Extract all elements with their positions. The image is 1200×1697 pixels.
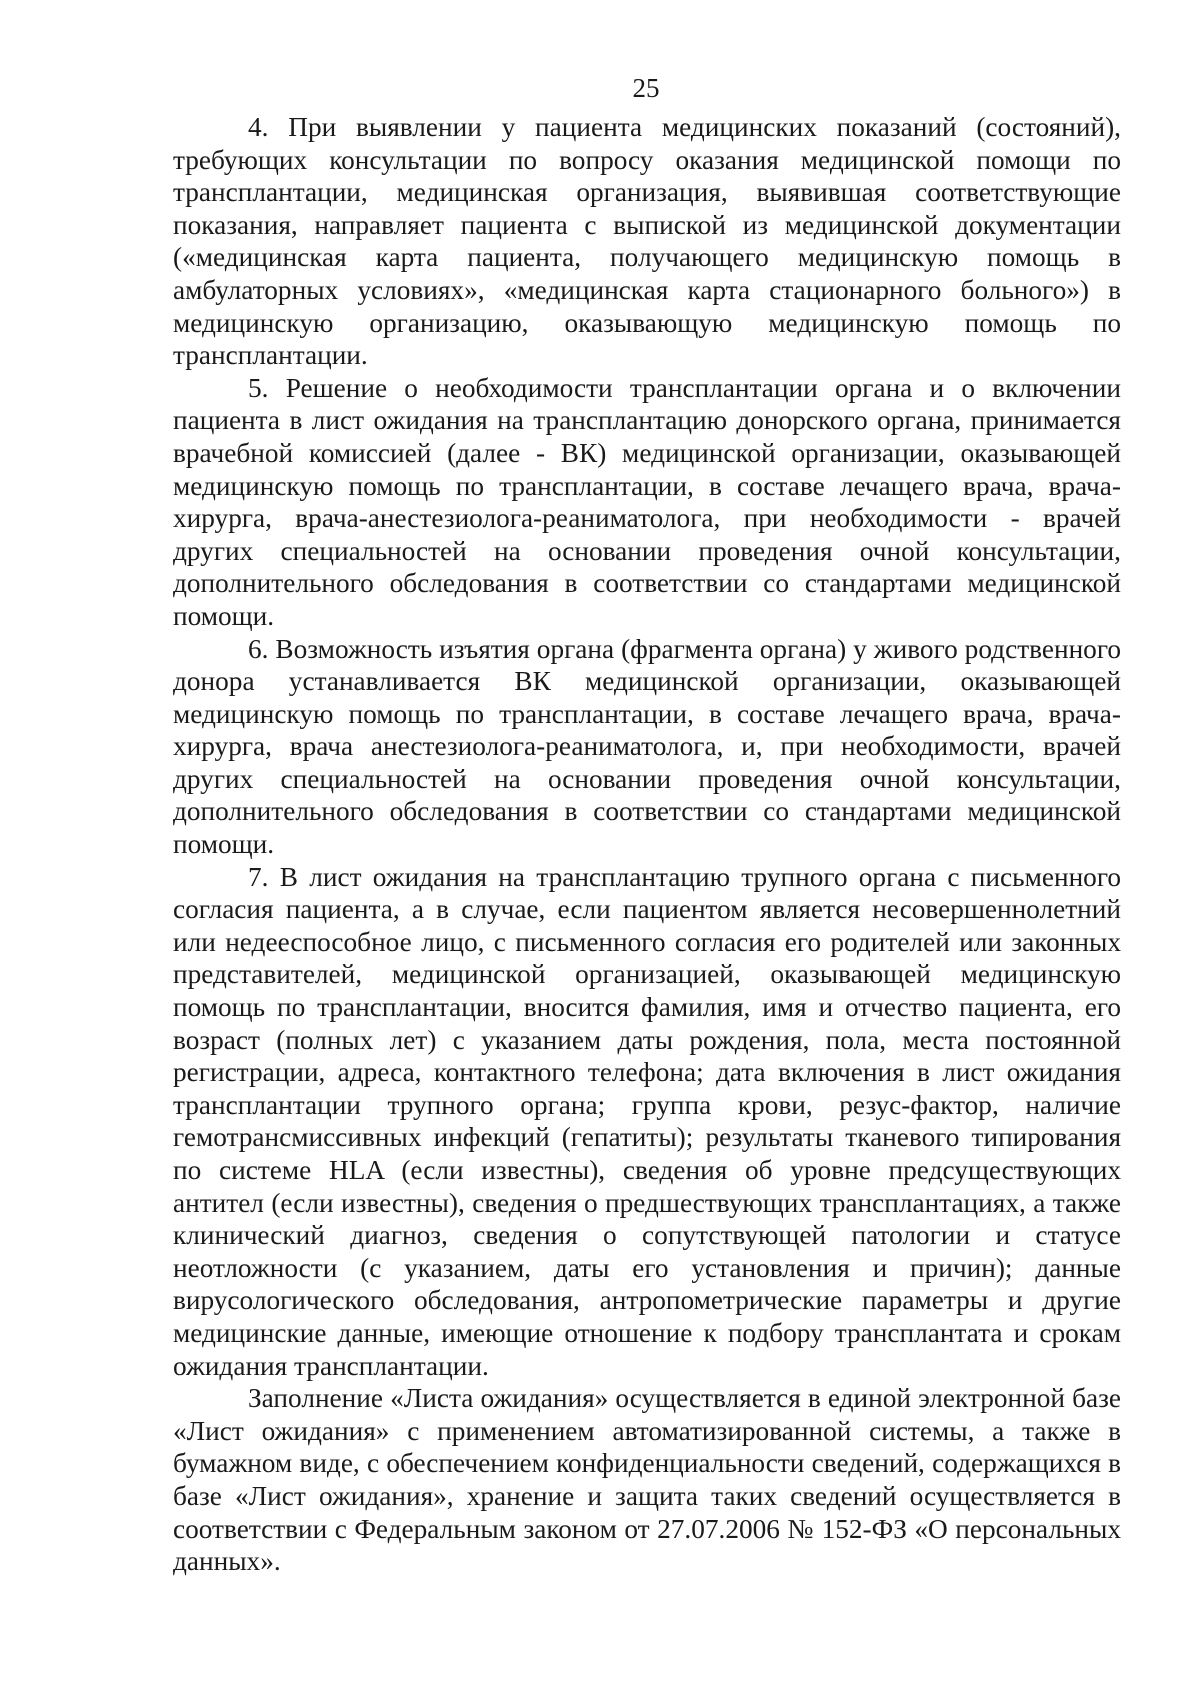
page-number: 25	[632, 73, 660, 103]
paragraph-item-5: 5. Решение о необходимости трансплантации органа и о включении пациента в лист ожидания на трансплантацию донорского органа, принимается врачебной комиссией (далее - ВК) медицинской организации, оказывающей медицинскую помощь по трансплантации, в составе лечащего врача, врача-хирурга, врача-анестезиолога-реаниматолога, при необходимости - врачей других специальностей на основании проведения очной консультации, дополнительного обследования в соответствии со стандартами медицинской помощи.	[173, 372, 1121, 631]
paragraph-item-6: 6. Возможность изъятия органа (фрагмента органа) у живого родственного донора устанавливается ВК медицинской организации, оказывающей медицинскую помощь по трансплантации, в составе лечащего врача, врача-хирурга, врача анестезиолога-реаниматолога, и, при необходимости, врачей других специальностей на основании проведения очной консультации, дополнительного обследования в соответствии со стандартами медицинской помощи.	[173, 633, 1121, 860]
paragraph-item-7: 7. В лист ожидания на трансплантацию трупного органа с письменного согласия пациента, а в случае, если пациентом является несовершеннолетний или недееспособное лицо, с письменного согласия его родителей или законных представителей, медицинской организацией, оказывающей медицинскую помощь по трансплантации, вносится фамилия, имя и отчество пациента, его возраст (полных лет) с указанием даты рождения, пола, места постоянной регистрации, адреса, контактного телефона; дата включения в лист ожидания трансплантации трупного органа; группа крови, резус-фактор, наличие гемотрансмиссивных инфекций (гепатиты); результаты тканевого типирования по системе HLA (если известны), сведения об уровне предсуществующих антител (если известны), сведения о предшествующих трансплантациях, а также клинический диагноз, сведения о сопутствующей патологии и статусе неотложности (с указанием, даты его установления и причин); данные вирусологического обследования, антропометрические параметры и другие медицинские данные, имеющие отношение к подбору трансплантата и срокам ожидания трансплантации.	[173, 861, 1121, 1381]
paragraph-item-4: 4. При выявлении у пациента медицинских показаний (состояний), требующих консультации по вопросу оказания медицинской помощи по трансплантации, медицинская организация, выявившая соответствующие показания, направляет пациента с выпиской из медицинской документации («медицинская карта пациента, получающего медицинскую помощь в амбулаторных условиях», «медицинская карта стационарного больного») в медицинскую организацию, оказывающую медицинскую помощь по трансплантации.	[173, 112, 1121, 371]
document-body	[173, 111, 1121, 1578]
paragraph-waiting-list: Заполнение «Листа ожидания» осуществляется в единой электронной базе «Лист ожидания» с применением автоматизированной системы, а также в бумажном виде, с обеспечением конфиденциальности сведений, содержащихся в базе «Лист ожидания», хранение и защита таких сведений осуществляется в соответствии с Федеральным законом от 27.07.2006 № 152-ФЗ «О персональных данных».	[173, 1383, 1121, 1577]
